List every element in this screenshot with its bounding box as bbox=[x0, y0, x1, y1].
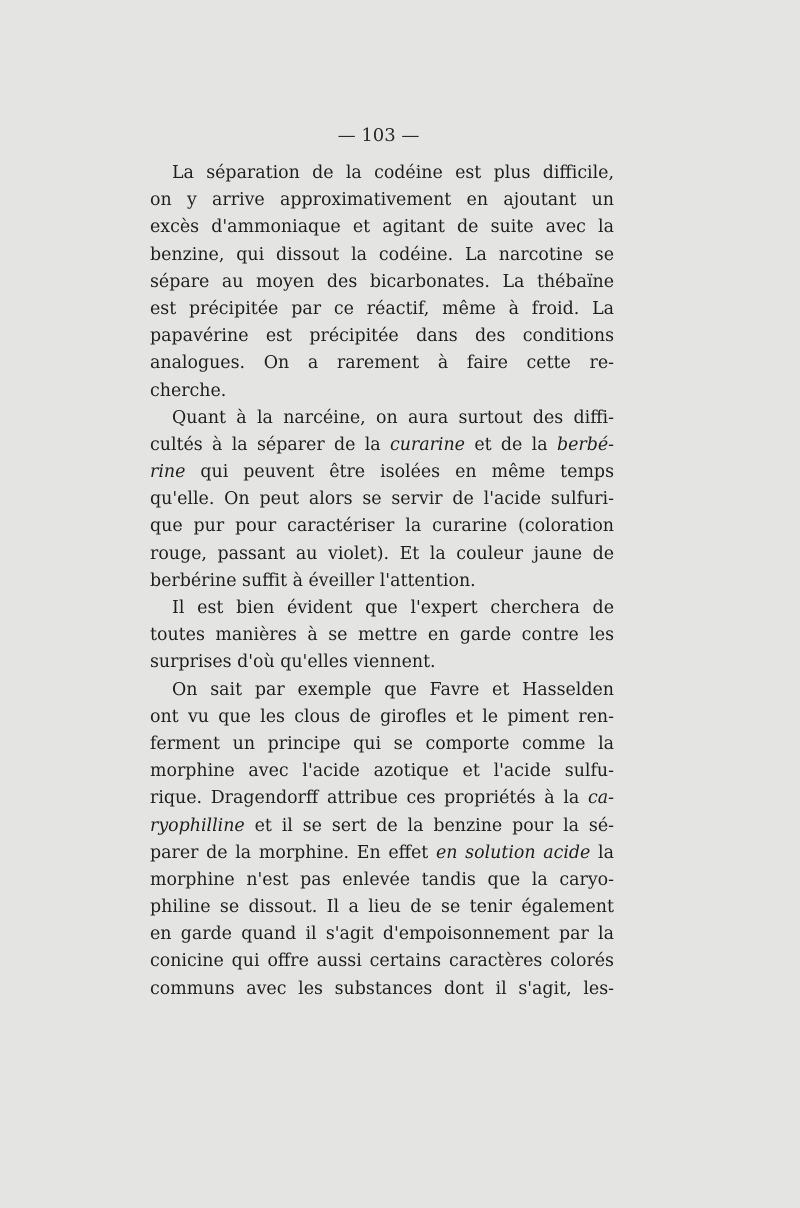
text-run: berbérine suffit à éveiller l'attention. bbox=[150, 570, 476, 591]
text-run: qu'elle. On peut alors se servir de l'acide sulfuri- bbox=[150, 489, 614, 510]
text-run: ferment un principe qui se comporte comme la bbox=[150, 733, 614, 754]
text-run: morphine n'est pas enlevée tandis que la caryo- bbox=[150, 869, 614, 890]
text-run: et de la bbox=[464, 434, 557, 455]
text-run: benzine, qui dissout la codéine. La narcotine se bbox=[150, 244, 614, 265]
text-run: la bbox=[590, 842, 614, 863]
text-run: rique. Dragendorff attribue ces propriétés à la bbox=[150, 788, 589, 809]
italic-term: ca- bbox=[588, 788, 614, 809]
text-run: rouge, passant au violet). Et la couleur jaune de bbox=[150, 543, 614, 564]
body-text bbox=[150, 160, 614, 1003]
text-run: On sait par exemple que Favre et Hasselden bbox=[172, 679, 614, 700]
text-run: surprises d'où qu'elles viennent. bbox=[150, 652, 436, 673]
text-line bbox=[150, 405, 614, 432]
text-line bbox=[150, 976, 614, 1003]
text-line bbox=[150, 785, 614, 812]
text-line bbox=[150, 160, 614, 187]
text-run: toutes manières à se mettre en garde contre les bbox=[150, 625, 614, 646]
text-run: qui peuvent être isolées en même temps bbox=[185, 462, 614, 483]
text-line bbox=[150, 323, 614, 350]
text-line bbox=[150, 350, 614, 377]
text-line bbox=[150, 731, 614, 758]
text-run: en garde quand il s'agit d'empoisonnement par la bbox=[150, 924, 614, 945]
text-run: cultés à la séparer de la bbox=[150, 434, 390, 455]
text-line bbox=[150, 513, 614, 540]
text-run: que pur pour caractériser la curarine (coloration bbox=[150, 516, 614, 537]
text-line bbox=[150, 187, 614, 214]
text-run: communs avec les substances dont il s'agit, les- bbox=[150, 978, 614, 999]
text-line bbox=[150, 296, 614, 323]
text-line bbox=[150, 568, 614, 595]
text-line bbox=[150, 486, 614, 513]
italic-term: ryophilline bbox=[150, 815, 245, 836]
italic-term: en solution acide bbox=[435, 842, 591, 863]
text-run: parer de la morphine. En effet bbox=[150, 842, 436, 863]
text-line bbox=[150, 948, 614, 975]
text-line bbox=[150, 378, 614, 405]
italic-term: berbé- bbox=[556, 434, 614, 455]
text-run: Il est bien évident que l'expert cherchera de bbox=[172, 598, 614, 618]
text-line bbox=[150, 867, 614, 894]
text-line bbox=[150, 921, 614, 948]
text-run: ont vu que les clous de girofles et le piment ren- bbox=[150, 706, 614, 727]
text-line bbox=[150, 622, 614, 649]
text-run: papavérine est précipitée dans des conditions bbox=[150, 326, 614, 347]
text-line bbox=[150, 242, 614, 269]
text-run: Quant à la narcéine, on aura surtout des diffi- bbox=[172, 407, 614, 428]
text-line bbox=[150, 758, 614, 785]
italic-term: rine bbox=[150, 462, 186, 483]
text-run: philine se dissout. Il a lieu de se tenir également bbox=[150, 897, 614, 918]
text-run: conicine qui offre aussi certains caractères colorés bbox=[150, 951, 614, 972]
text-run: La séparation de la codéine est plus difficile, bbox=[172, 163, 614, 183]
text-line bbox=[150, 541, 614, 568]
text-run: analogues. On a rarement à faire cette re- bbox=[150, 353, 614, 374]
text-run: cherche. bbox=[150, 380, 227, 401]
text-line bbox=[150, 459, 614, 486]
page-number: — 103 — bbox=[337, 125, 420, 146]
text-run: on y arrive approximativement en ajoutant un bbox=[150, 190, 614, 211]
text-run: et il se sert de la benzine pour la sé- bbox=[244, 815, 614, 836]
text-line bbox=[150, 894, 614, 921]
text-run: est précipitée par ce réactif, même à froid. La bbox=[150, 298, 614, 319]
italic-term: curarine bbox=[389, 434, 465, 455]
text-run: excès d'ammoniaque et agitant de suite avec la bbox=[150, 217, 614, 238]
text-line bbox=[150, 649, 614, 676]
text-run: sépare au moyen des bicarbonates. La thébaïne bbox=[150, 271, 614, 292]
text-line bbox=[150, 813, 614, 840]
text-run: morphine avec l'acide azotique et l'acide sulfu- bbox=[150, 761, 614, 782]
text-line bbox=[150, 840, 614, 867]
text-line bbox=[150, 704, 614, 731]
text-line bbox=[150, 432, 614, 459]
text-line bbox=[150, 677, 614, 704]
text-line bbox=[150, 595, 614, 622]
text-line bbox=[150, 269, 614, 296]
text-line bbox=[150, 214, 614, 241]
